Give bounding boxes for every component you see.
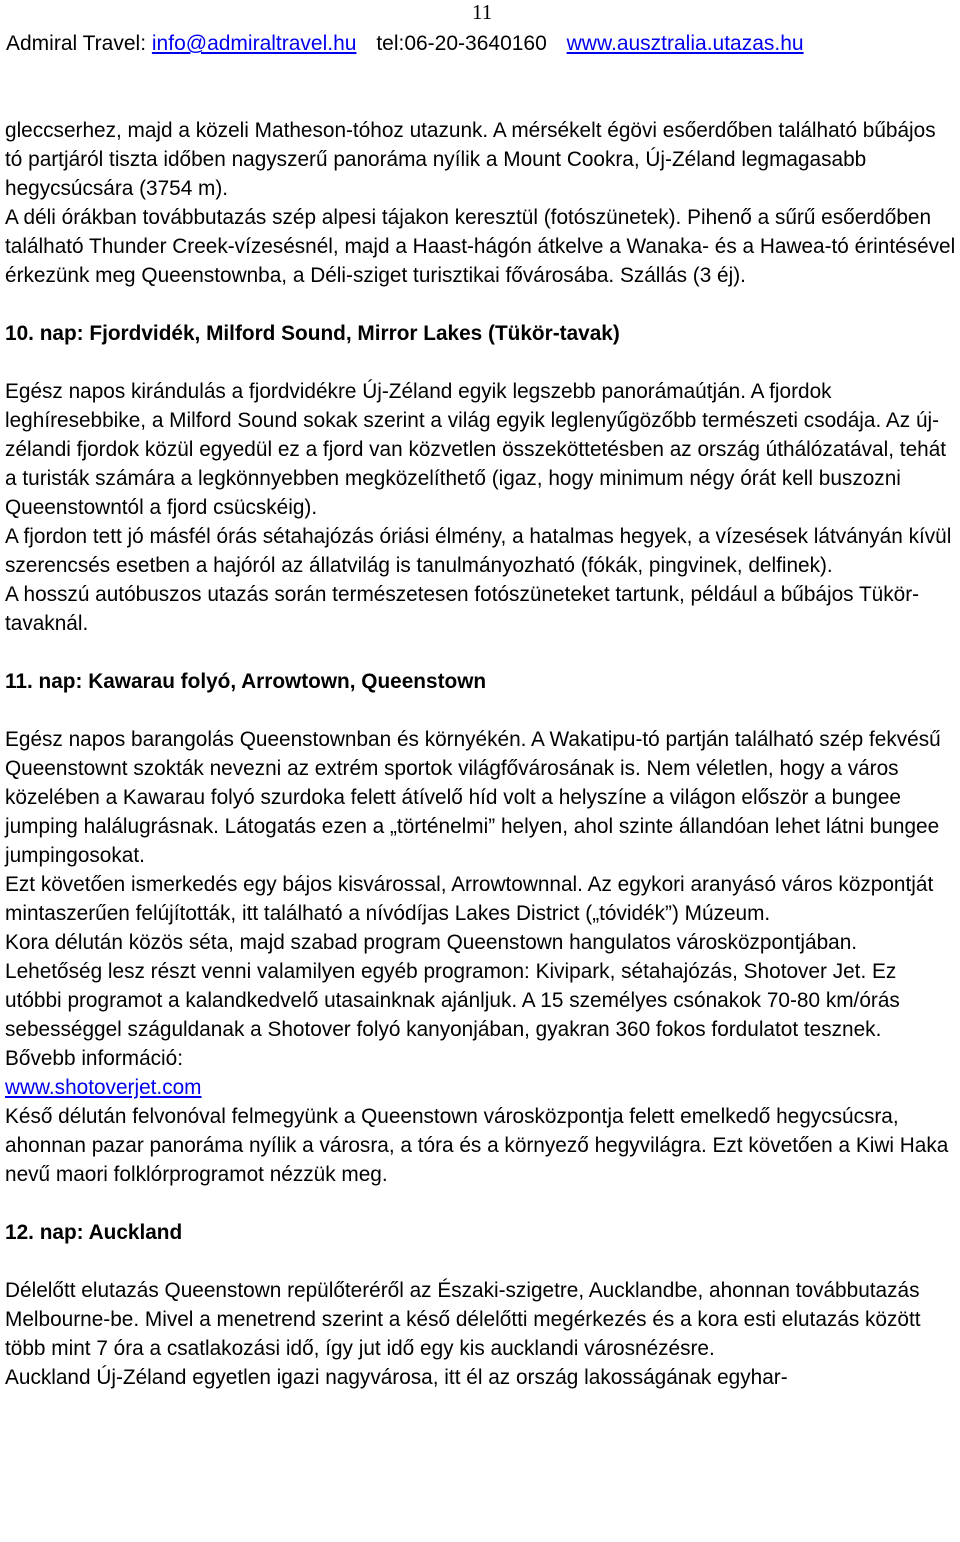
shotover-link[interactable]: www.shotoverjet.com: [5, 1076, 202, 1099]
intro-paragraph-2: A déli órákban továbbutazás szép alpesi tájakon keresztül (fotószünetek). Pihenő a sűrű esőerdőben található Thunder Creek-vízesésnél, majd a Haast-hágón átkelve a Wanaka- és a Hawea-tó érintésével érkezünk meg Queenstownba, a Déli-sziget turisztikai fővárosába. Szállás (3 éj).: [5, 206, 956, 287]
day10-paragraph-1: Egész napos kirándulás a fjordvidékre Új-Zéland egyik legszebb panorámaútján. A fjordok leghíresebbike, a Milford Sound sokak szerint a világ egyik leglenyűgözőbb természeti csodája. Az új-zélandi fjordok közül egyedül ez a fjord van közvetlen összeköttetésben az ország úthálózatával, tehát a turisták számára a legkönnyebben megközelíthető (igaz, hogy minimum négy órát kell buszozni Queenstowntól a fjord csücskéig).: [5, 380, 947, 519]
day12-paragraph-1: Délelőtt elutazás Queenstown repülőteréről az Északi-szigetre, Aucklandbe, ahonnan továbbutazás Melbourne-be. Mivel a menetrend szerint a késő délelőtti megérkezés és a kora esti elutazás között több mint 7 óra a csatlakozási idő, így jut idő egy kis aucklandi városnézésre.: [5, 1279, 921, 1360]
day11-paragraph-2: Ezt követően ismerkedés egy bájos kisvárossal, Arrowtownnal. Az egykori aranyásó város központját mintaszerűen felújították, itt található a nívódíjas Lakes District („tóvidék”) Múzeum.: [5, 873, 934, 925]
day10-paragraph-3: A hosszú autóbuszos utazás során természetesen fotószüneteket tartunk, például a bűbájos Tükör-tavaknál.: [5, 583, 920, 635]
document-body: [5, 116, 957, 1392]
header-email-link[interactable]: info@admiraltravel.hu: [151, 32, 357, 55]
page-number: 11: [472, 0, 493, 24]
day11-paragraph-3: Kora délután közös séta, majd szabad program Queenstown hangulatos városközpontjában. Lehetőség lesz részt venni valamilyen egyéb programon: Kivipark, sétahajózás, Shotover Jet. Ez utóbbi programot a kalandkedvelő utasainknak ajánljuk. A 15 személyes csónakok 70-80 km/órás sebességgel száguldanak a Shotover folyó kanyonjában, gyakran 360 fokos fordulatot tesznek. Bővebb információ:: [5, 931, 900, 1070]
day11-paragraph-1: Egész napos barangolás Queenstownban és környékén. A Wakatipu-tó partján található szép fekvésű Queenstownt szokták nevezni az extrém sportok világfővárosának is. Nem véletlen, hogy a város közelében a Kawarau folyó szurdoka felett átívelő híd volt a helyszíne a világon először a bungee jumping halálugrásnak. Látogatás ezen a „történelmi” helyen, ahol szinte állandóan lehet látni bungee jumpingosokat.: [5, 728, 941, 867]
page-header: [6, 30, 804, 58]
day11-paragraph-4: Késő délután felvonóval felmegyünk a Queenstown városközpontja felett emelkedő hegycsúcsra, ahonnan pazar panoráma nyílik a városra, a tóra és a környező hegyvilágra. Ezt követően a Kiwi Haka nevű maori folklórprogramot nézzük meg.: [5, 1105, 949, 1186]
day10-paragraph-2: A fjordon tett jó másfél órás sétahajózás óriási élmény, a hatalmas hegyek, a vízesések látványán kívül szerencsés esetben a hajóról az állatvilág is tanulmányozható (fókák, pingvinek, delfinek).: [5, 525, 952, 577]
header-website-link[interactable]: www.ausztralia.utazas.hu: [566, 32, 804, 55]
header-company: Admiral Travel:: [6, 32, 147, 55]
day12-heading: 12. nap: Auckland: [5, 1221, 183, 1244]
header-phone: tel:06-20-3640160: [376, 32, 547, 55]
intro-paragraph-1: gleccserhez, majd a közeli Matheson-tóhoz utazunk. A mérsékelt égövi esőerdőben található bűbájos tó partjáról tiszta időben nagyszerű panoráma nyílik a Mount Cookra, Új-Zéland legmagasabb hegycsúcsára (3754 m).: [5, 119, 936, 200]
day10-heading: 10. nap: Fjordvidék, Milford Sound, Mirror Lakes (Tükör-tavak): [5, 322, 620, 345]
day12-paragraph-2: Auckland Új-Zéland egyetlen igazi nagyvárosa, itt él az ország lakosságának egyhar-: [5, 1366, 788, 1389]
day11-heading: 11. nap: Kawarau folyó, Arrowtown, Queenstown: [5, 670, 487, 693]
